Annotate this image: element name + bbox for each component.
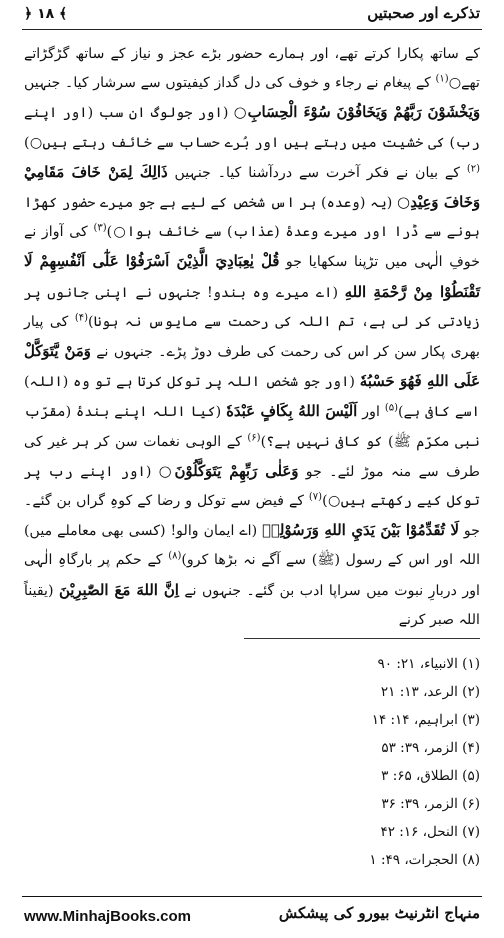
body-text-segment: (یقیناً اللہ صبر کرنے bbox=[24, 582, 480, 628]
body-text-segment: کے حکم پر بارگاہِ الٰہی اور دربارِ نبوت میں سراپا ادب بن گئے۔ جنہوں نے bbox=[24, 552, 481, 599]
footnote-reference: (۱) bbox=[435, 73, 449, 85]
footnote-item: (۵) الطلاق، ۶۵: ۳ bbox=[381, 768, 480, 784]
header-rule bbox=[22, 29, 482, 30]
body-text-segment: کی پیار بھری پکار سن کر اس کی رحمت کی طرف دوڑ پڑے۔ جنہوں نے bbox=[24, 313, 481, 361]
quranic-verse: اَلَيْسَ اللهُ بِكَافٍ عَبْدَهٗ bbox=[226, 403, 358, 421]
body-text bbox=[24, 40, 480, 635]
body-text-segment: کے بیان نے فکر آخرت سے دردآشنا کیا۔ جنہیں bbox=[167, 164, 467, 181]
body-text-segment: کے الوہی نغمات سن کر ہر غیر کی طرف سے منہ موڑ لئے۔ جو bbox=[24, 433, 480, 480]
footnote-separator bbox=[244, 638, 480, 639]
footnote-reference: (۷) bbox=[308, 491, 323, 503]
footnote-reference: (۲) bbox=[466, 163, 480, 175]
body-text-segment: کی آواز نے خوفِ الٰہی میں تڑپنا سکھایا جو bbox=[24, 224, 480, 271]
quranic-verse: قُلْ يٰعِبَادِيَ الَّذِيْنَ اَسْرَفُوْا عَلٰٓى اَنْفُسِهِمْ لَا تَقْنَطُوْا مِنْ رَّحْمَةِ اللهِ bbox=[24, 253, 480, 301]
main-paragraph bbox=[24, 40, 480, 635]
body-text-segment: کے پیغام نے رجاء و خوف کی دل گداز کیفیتوں سے سرشار کیا۔ جنہیں bbox=[24, 75, 436, 92]
quranic-verse: ذَالِكَ لِمَنْ خَافَ مَقَامِيْ وَخَافَ وَعِيْدِ○ bbox=[24, 163, 480, 212]
body-text-segment: کے فیض سے توکل و رضا کے کوہِ گراں بن گئے۔ جو bbox=[24, 493, 481, 540]
footnote-reference: (۴) bbox=[74, 312, 88, 324]
body-text-segment: (اور جو شخص اللہ پر توکل کرتا ہے تو وہ (اللہ) اسے کافی ہے) bbox=[24, 374, 480, 421]
footnote-item: (۴) الزمر، ۳۹: ۵۳ bbox=[381, 740, 480, 756]
body-text-segment: کے ساتھ پکارا کرتے تھے، اور ہمارے حضور بڑے عجز و نیاز کے ساتھ گڑگڑاتے تھے○ bbox=[24, 46, 480, 92]
body-text-segment: (اے میرے وہ بندو! جنہوں نے اپنی جانوں پر زیادتی کر لی ہے، تم اللہ کی رحمت سے مایوس نہ ہونا) bbox=[24, 284, 480, 330]
page-footer bbox=[0, 896, 504, 938]
footnote-item: (۱) الانبیاء، ۲۱: ۹۰ bbox=[377, 656, 480, 672]
footer-rule bbox=[22, 896, 482, 897]
publisher-credit: منہاج انٹرنیٹ بیورو کی پیشکش bbox=[278, 904, 480, 922]
footnote-item: (۷) النحل، ۱۶: ۴۲ bbox=[380, 824, 480, 840]
quranic-verse: وَعَلٰى رَبِّهِمْ يَتَوَكَّلُوْنَ○ bbox=[155, 462, 299, 480]
footnote-item: (۶) الزمر، ۳۹: ۳۶ bbox=[381, 796, 480, 812]
footnote-reference: (۳) bbox=[93, 222, 107, 234]
running-title: تذکرے اور صحبتیں bbox=[367, 4, 480, 22]
body-text-segment: (کیا اللہ اپنے بندۂ (مقرّب نبی مکرّم ﷺ) کو کافی نہیں ہے؟) bbox=[24, 404, 480, 450]
body-text-segment: (اور اپنے رب پر توکل کیے رکھتے ہیں○) bbox=[24, 463, 480, 510]
body-text-segment: اور bbox=[357, 404, 385, 421]
footnote-item: (۳) ابراہیم، ۱۴: ۱۴ bbox=[371, 712, 480, 728]
quranic-verse: وَيَخْشَوْنَ رَبَّهُمْ وَيَخَافُوْنَ سُوْءَ الْحِسَابِ○ bbox=[233, 104, 480, 122]
footnote-list bbox=[180, 650, 480, 874]
page-header bbox=[0, 0, 504, 30]
page-number: ﴿ ۱۸ ﴾ bbox=[24, 6, 68, 22]
footnote-reference: (۶) bbox=[247, 431, 261, 443]
footnote-reference: (۸) bbox=[168, 550, 182, 562]
body-text-segment: (اور جولوگ ان سب (اور اپنے رب) کی خشیت میں رہتے ہیں اور بُرے حساب سے خائف رہتے ہیں○) bbox=[24, 105, 480, 151]
footnote-reference: (۵) bbox=[384, 402, 399, 414]
body-text-segment: (یہ (وعدہ) ہر اس شخص کے لیے ہے جو میرے حضور کھڑا ہونے سے ڈرا اور میرے وعدۂ (عذاب) سے خائف ہوا○) bbox=[24, 195, 480, 241]
footnote-item: (۸) الحجرات، ۴۹: ۱ bbox=[369, 852, 480, 868]
quranic-verse: اِنَّ اللهَ مَعَ الصّٰبِرِيْنَ bbox=[58, 581, 179, 599]
footnote-item: (۲) الرعد، ۱۳: ۲۱ bbox=[380, 684, 480, 700]
quranic-verse: وَمَنْ يَّتَوَكَّلْ عَلَى اللهِ فَهُوَ حَسْبُهٗ bbox=[24, 343, 480, 391]
body-text-segment: (اے ایمان والو! (کسی بھی معاملے میں) اللہ اور اس کے رسول (ﷺ) سے آگے نہ بڑھا کرو) bbox=[24, 523, 481, 569]
website-link[interactable]: www.MinhajBooks.com bbox=[24, 908, 191, 925]
quranic-verse: لَا تُقَدِّمُوْا بَيْنَ يَدَيِ اللهِ وَرَسُوْلِهٖ bbox=[262, 522, 459, 540]
